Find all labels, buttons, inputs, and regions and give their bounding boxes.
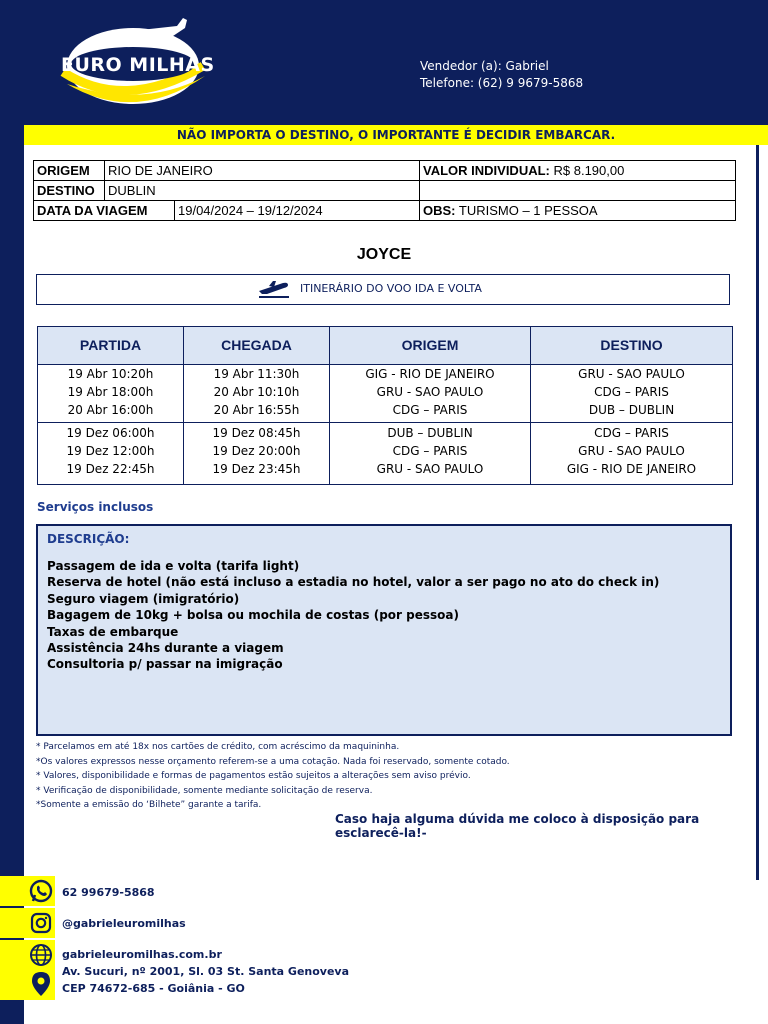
services-title: Serviços inclusos: [37, 500, 154, 514]
contact-address-line2: CEP 74672-685 - Goiânia - GO: [62, 982, 245, 995]
travel-date-value: 19/04/2024 – 19/12/2024: [178, 203, 323, 218]
arrival-cell: 19 Dez 08:45h 19 Dez 20:00h 19 Dez 23:45h: [212, 426, 301, 476]
itinerary-banner: [36, 274, 730, 305]
whatsapp-icon: [28, 878, 54, 904]
empty-cell: [420, 181, 736, 201]
destination-label: DESTINO: [37, 183, 95, 198]
departure-column: [38, 364, 184, 485]
trip-info-table: [33, 160, 736, 221]
footnote: *Somente a emissão do ‘Bilhete” garante a tarifa.: [36, 800, 262, 810]
origin-cell: GIG - RIO DE JANEIRO GRU - SAO PAULO CDG – PARIS: [365, 367, 495, 417]
contact-instagram[interactable]: @gabrieleuromilhas: [62, 917, 186, 930]
vendor-name: Vendedor (a): Gabriel: [420, 59, 549, 73]
departure-cell: 19 Dez 06:00h 19 Dez 12:00h 19 Dez 22:45h: [66, 426, 155, 476]
list-item: Passagem de ida e volta (tarifa light): [47, 559, 300, 573]
closing-message: Caso haja alguma dúvida me coloco à disposição para esclarecê-la!-: [335, 812, 700, 840]
euro-milhas-logo: [55, 14, 220, 114]
contact-address-line1: Av. Sucuri, nº 2001, Sl. 03 St. Santa Genoveva: [62, 965, 350, 978]
footnote: * Valores, disponibilidade e formas de pagamentos estão sujeitos a alterações sem aviso prévio.: [36, 771, 471, 781]
list-item: Taxas de embarque: [47, 624, 179, 639]
vendor-info: [420, 58, 583, 92]
arrival-cell: 19 Abr 11:30h 20 Abr 10:10h 20 Abr 16:55h: [213, 367, 300, 417]
footnote: *Os valores expressos nesse orçamento referem-se a uma cotação. Nada foi reservado, somente cotado.: [36, 756, 510, 767]
list-item: Seguro viagem (imigratório): [47, 591, 240, 606]
description-box: [36, 524, 732, 736]
destination-cell: CDG – PARIS GRU - SAO PAULO GIG - RIO DE JANEIRO: [566, 426, 697, 476]
departure-cell: 19 Abr 10:20h 19 Abr 18:00h 20 Abr 16:00h: [67, 367, 154, 417]
origin-column: [330, 364, 531, 485]
arrival-column: [184, 364, 330, 485]
footnote: * Parcelamos em até 18x nos cartões de crédito, com acréscimo da maquininha.: [36, 742, 400, 752]
logo-text: EURO MILHAS: [61, 54, 215, 76]
destination-column: [531, 364, 732, 485]
origin-cell: DUB – DUBLIN CDG – PARIS GRU - SAO PAULO: [376, 426, 484, 476]
footnotes: [36, 740, 510, 813]
description-title: DESCRIÇÃO:: [47, 532, 130, 546]
origin-label: ORIGEM: [37, 163, 90, 178]
list-item: Reserva de hotel (não está incluso a estadia no hotel, valor a ser pago no ato do check in): [47, 575, 660, 590]
row-separator: [38, 422, 732, 423]
client-name: JOYCE: [356, 246, 412, 263]
globe-icon: [28, 942, 54, 968]
list-item: Bagagem de 10kg + bolsa ou mochila de costas (por pessoa): [47, 608, 459, 623]
slogan-banner: NÃO IMPORTA O DESTINO, O IMPORTANTE É DECIDIR EMBARCAR.: [24, 125, 768, 145]
list-item: Consultoria p/ passar na imigração: [47, 657, 283, 672]
obs-value: TURISMO – 1 PESSOA: [458, 203, 598, 218]
price-value: R$ 8.190,00: [553, 163, 625, 178]
itinerary-label: ITINERÁRIO DO VOO IDA E VOLTA: [300, 282, 482, 295]
header-departure: PARTIDA: [38, 327, 184, 364]
contact-website[interactable]: gabrieleuromilhas.com.br: [62, 948, 222, 961]
right-border-line: [756, 125, 759, 880]
origin-value: RIO DE JANEIRO: [105, 161, 420, 181]
vendor-phone: Telefone: (62) 9 9679-5868: [420, 76, 584, 90]
travel-date-label: DATA DA VIAGEM: [37, 203, 148, 218]
footnote: * Verificação de disponibilidade, somente mediante solicitação de reserva.: [36, 785, 373, 796]
header-arrival: CHEGADA: [184, 327, 330, 364]
flights-table: [37, 326, 733, 485]
list-item: Assistência 24hs durante a viagem: [47, 641, 284, 656]
location-pin-icon: [28, 970, 54, 998]
contact-phone[interactable]: 62 99679-5868: [62, 886, 155, 899]
instagram-icon: [28, 910, 54, 936]
services-list: [47, 558, 659, 673]
header-destination: DESTINO: [531, 327, 732, 364]
price-label: VALOR INDIVIDUAL:: [423, 163, 550, 178]
airplane-takeoff-icon: [257, 280, 291, 298]
header-origin: ORIGEM: [330, 327, 531, 364]
destination-cell: GRU - SAO PAULO CDG – PARIS DUB – DUBLIN: [578, 367, 685, 417]
destination-value: DUBLIN: [105, 181, 420, 201]
obs-label: OBS:: [423, 203, 456, 218]
